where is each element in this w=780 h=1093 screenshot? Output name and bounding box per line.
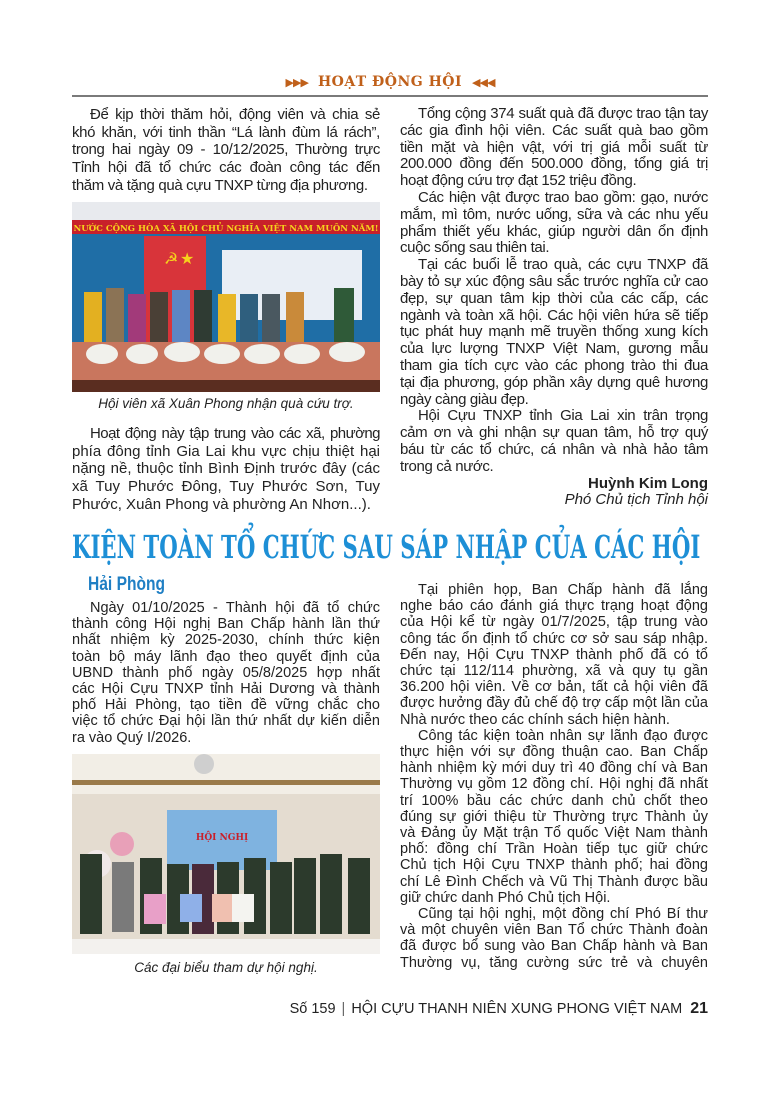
- article1-right-para: [400, 408, 708, 475]
- text-line: trí 100% bầu các chức danh chủ chốt theo: [400, 792, 708, 809]
- text-line: chức tại 112/114 phường, xã và quy tụ gần: [400, 663, 708, 680]
- text-line: hành nhiệm kỳ mới duy trì 40 đồng chí và Ban: [400, 760, 708, 777]
- footer-separator: |: [341, 1001, 346, 1017]
- photo2-caption: Các đại biểu tham dự hội nghị.: [134, 960, 318, 975]
- text-line: việc tổ chức Đại hội lần thứ nhất dự kiến diễn: [72, 713, 380, 730]
- text-line: bày tỏ sự xúc động sâu sắc trước nghĩa cử cao: [400, 272, 708, 290]
- text-line: trong cả nước.: [400, 457, 494, 475]
- text-line: Tại các buổi lễ trao quà, các cựu TNXP đã: [418, 256, 708, 274]
- text-line: thành công Hội nghị Ban Chấp hành lần thứ: [72, 616, 380, 633]
- hammer-sickle-icon: ☭: [164, 251, 179, 268]
- text-line: 36.200 hội viên. Về cơ bản, tất cả hội viên đã: [400, 679, 708, 696]
- article2-title: KIỆN TOÀN TỔ CHỨC SAU SÁP NHẬP CỦA CÁC HỘI: [72, 528, 701, 566]
- article1-left-para1: [72, 106, 380, 195]
- text-line: khó khăn, với tinh thần “Lá lành đùm lá rách”,: [72, 123, 380, 141]
- text-line: Đến nay, Hội Cựu TNXP thành phố đã có tổ: [400, 646, 708, 663]
- text-line: Các hiện vật được trao bao gồm: gạo, nước: [418, 188, 708, 206]
- publication-name: HỘI CỰU THANH NIÊN XUNG PHONG VIỆT NAM: [351, 1001, 683, 1017]
- text-line: tiền mặt và hiện vật, với trị giá mỗi suất từ: [400, 138, 708, 156]
- text-line: các gia đình hội viên. Các suất quà bao gồm: [400, 121, 708, 139]
- header-rule: [72, 95, 708, 97]
- section-header-label: HOẠT ĐỘNG HỘI: [317, 74, 463, 90]
- article2-right-column: [400, 582, 708, 971]
- article1-left-para2: [72, 425, 380, 514]
- signature-role: Phó Chủ tịch Tỉnh hội: [564, 491, 708, 509]
- text-line: Cũng tại hội nghị, một đồng chí Phó Bí thư: [418, 906, 708, 923]
- arrows-right-icon: ▶▶▶: [285, 76, 308, 89]
- text-line: tham gia tích cực vào các phong trào thi đua: [400, 356, 708, 374]
- text-line: Chủ tịch Hội Cựu TNXP thành phố; hai đồng: [400, 857, 708, 874]
- text-line: nhất nhiệm kỳ 2025-2030, chính thức kiện: [72, 632, 380, 649]
- article1-right-para: [400, 257, 708, 408]
- text-line: Ngày 01/10/2025 - Thành hội đã tổ chức: [90, 600, 380, 616]
- photo-gift-ceremony: [72, 202, 380, 392]
- text-line: Tại phiên họp, Ban Chấp hành đã lắng: [418, 582, 708, 598]
- page-number: 21: [690, 1000, 708, 1017]
- article1-right-para: [400, 106, 708, 190]
- section-header: [0, 74, 780, 90]
- text-line: các Hội Cựu TNXP tỉnh Hải Dương và thành: [72, 681, 380, 698]
- text-line: của Hội kể từ ngày 01/7/2025, tập trung vào: [400, 614, 708, 631]
- text-line: giữ chức danh Phó Chủ tịch Hội.: [400, 889, 611, 906]
- text-line: hoạt động cứu trợ đạt 152 triệu đồng.: [400, 172, 637, 190]
- text-line: Tỉnh hội đã tổ chức các đoàn công tác đến: [72, 159, 380, 177]
- article2-subheading: Hải Phòng: [88, 574, 166, 595]
- text-line: phố Hải Phòng, tạo tiền đề vững chắc cho: [72, 697, 380, 714]
- text-line: tại địa phương, góp phần xây dựng quê hương: [400, 373, 708, 391]
- text-line: mắm, mì tôm, nước uống, sữa và các nhu yếu: [400, 205, 708, 223]
- screen-text: HỘI NGHỊ: [195, 833, 249, 843]
- text-line: cảm ơn và ghi nhận sự quan tâm, hỗ trợ quý: [400, 424, 708, 442]
- text-line: và một chuyên viên Ban Tổ chức Thành đoàn: [400, 922, 708, 939]
- text-line: đúng sự giới thiệu từ Thường trực Thành ủy: [400, 808, 708, 825]
- text-line: Công tác kiện toàn nhân sự lãnh đạo được: [418, 727, 708, 744]
- text-line: của lực lượng TNXP Việt Nam, gương mẫu: [400, 340, 708, 358]
- text-line: đẹp, sự quan tâm kịp thời của các cấp, các: [400, 289, 708, 307]
- photo1-caption: Hội viên xã Xuân Phong nhận quà cứu trợ.: [98, 396, 354, 411]
- star-icon: ★: [180, 251, 195, 268]
- page-footer: [290, 1000, 708, 1018]
- text-line: báu từ các tổ chức, cá nhân và nhà hảo tâm: [400, 440, 708, 458]
- article2-right-para: [400, 906, 708, 971]
- article2-right-para: [400, 582, 708, 728]
- article2-left-para: [72, 600, 380, 746]
- text-line: toàn bộ máy lãnh đạo theo quyết định của: [72, 648, 380, 665]
- text-line: Hoạt động này tập trung vào các xã, phường: [90, 425, 380, 442]
- text-line: được hưởng đầy đủ chế độ trợ cấp một lần của: [400, 695, 708, 712]
- photo-conference-group: [72, 754, 380, 954]
- banner-text: NƯỚC CỘNG HÒA XÃ HỘI CHỦ NGHĨA VIỆT NAM MUÔN NĂM!: [73, 224, 379, 234]
- text-line: UBND thành phố ngày 05/8/2025 hợp nhất: [72, 664, 380, 681]
- text-line: Phước, Xuân Phong và phường An Nhơn...).: [72, 495, 371, 513]
- text-line: phía đông tỉnh Gia Lai khu vực chịu thiệt hại: [72, 442, 380, 460]
- text-line: Để kịp thời thăm hỏi, động viên và chia sẻ: [90, 106, 380, 123]
- text-line: chí Lê Đình Chếch và Vũ Thị Thành được bầu: [400, 873, 708, 890]
- text-line: tục phát huy mạnh mẽ truyền thống xung kích: [400, 323, 708, 341]
- text-line: nặng nề, thuộc tỉnh Bình Định trước đây (các: [72, 460, 380, 478]
- text-line: Thường vụ gồm 12 đồng chí. Hội nghị đã nhất: [400, 776, 708, 793]
- text-line: ra vào Quý I/2026.: [72, 729, 192, 746]
- text-line: phố: đồng chí Trần Hoàn tiếp tục giữ chức: [400, 841, 708, 858]
- text-line: Thường vụ, tăng cường sức trẻ và chuyên: [400, 954, 708, 971]
- issue-number: Số 159: [289, 1001, 336, 1017]
- article2-right-para: [400, 728, 708, 906]
- text-line: và Đảng ủy Mặt trận Tổ quốc Việt Nam thành: [400, 825, 708, 842]
- arrows-left-icon: ◀◀◀: [472, 76, 495, 89]
- text-line: trong hai ngày 09 - 10/12/2025, Thường trực: [72, 141, 380, 159]
- signature-name: Huỳnh Kim Long: [588, 474, 708, 492]
- text-line: Nhà nước theo các chính sách hiện hành.: [400, 711, 670, 728]
- text-line: phẩm thiết yếu khác, giúp người dân ổn định: [400, 222, 708, 240]
- text-line: cuộc sống sau thiên tai.: [400, 239, 550, 257]
- text-line: thăm và tặng quà cựu TNXP từng địa phương.: [72, 176, 368, 194]
- text-line: thực hiện với sự đồng thuận cao. Ban Chấp: [400, 744, 708, 761]
- text-line: xã Tuy Phước Đông, Tuy Phước Sơn, Tuy: [72, 478, 380, 496]
- text-line: ngành và toàn xã hội. Các hội viên hứa sẽ tiếp: [400, 306, 708, 324]
- text-line: công tác ổn định tổ chức cơ sở sau sáp nhập.: [400, 630, 708, 647]
- text-line: ngày càng giàu đẹp.: [400, 390, 529, 408]
- article1-right-column: [400, 106, 708, 509]
- text-line: Hội Cựu TNXP tỉnh Gia Lai xin trân trọng: [418, 407, 708, 425]
- text-line: Tổng cộng 374 suất quà đã được trao tận tay: [418, 105, 708, 122]
- text-line: 200.000 đồng đến 500.000 đồng, tổng giá trị: [400, 155, 708, 173]
- text-line: đã được bổ sung vào Ban Chấp hành và Ban: [400, 938, 708, 955]
- article1-right-para: [400, 190, 708, 257]
- text-line: nghe báo cáo đánh giá thực trạng hoạt động: [400, 598, 708, 615]
